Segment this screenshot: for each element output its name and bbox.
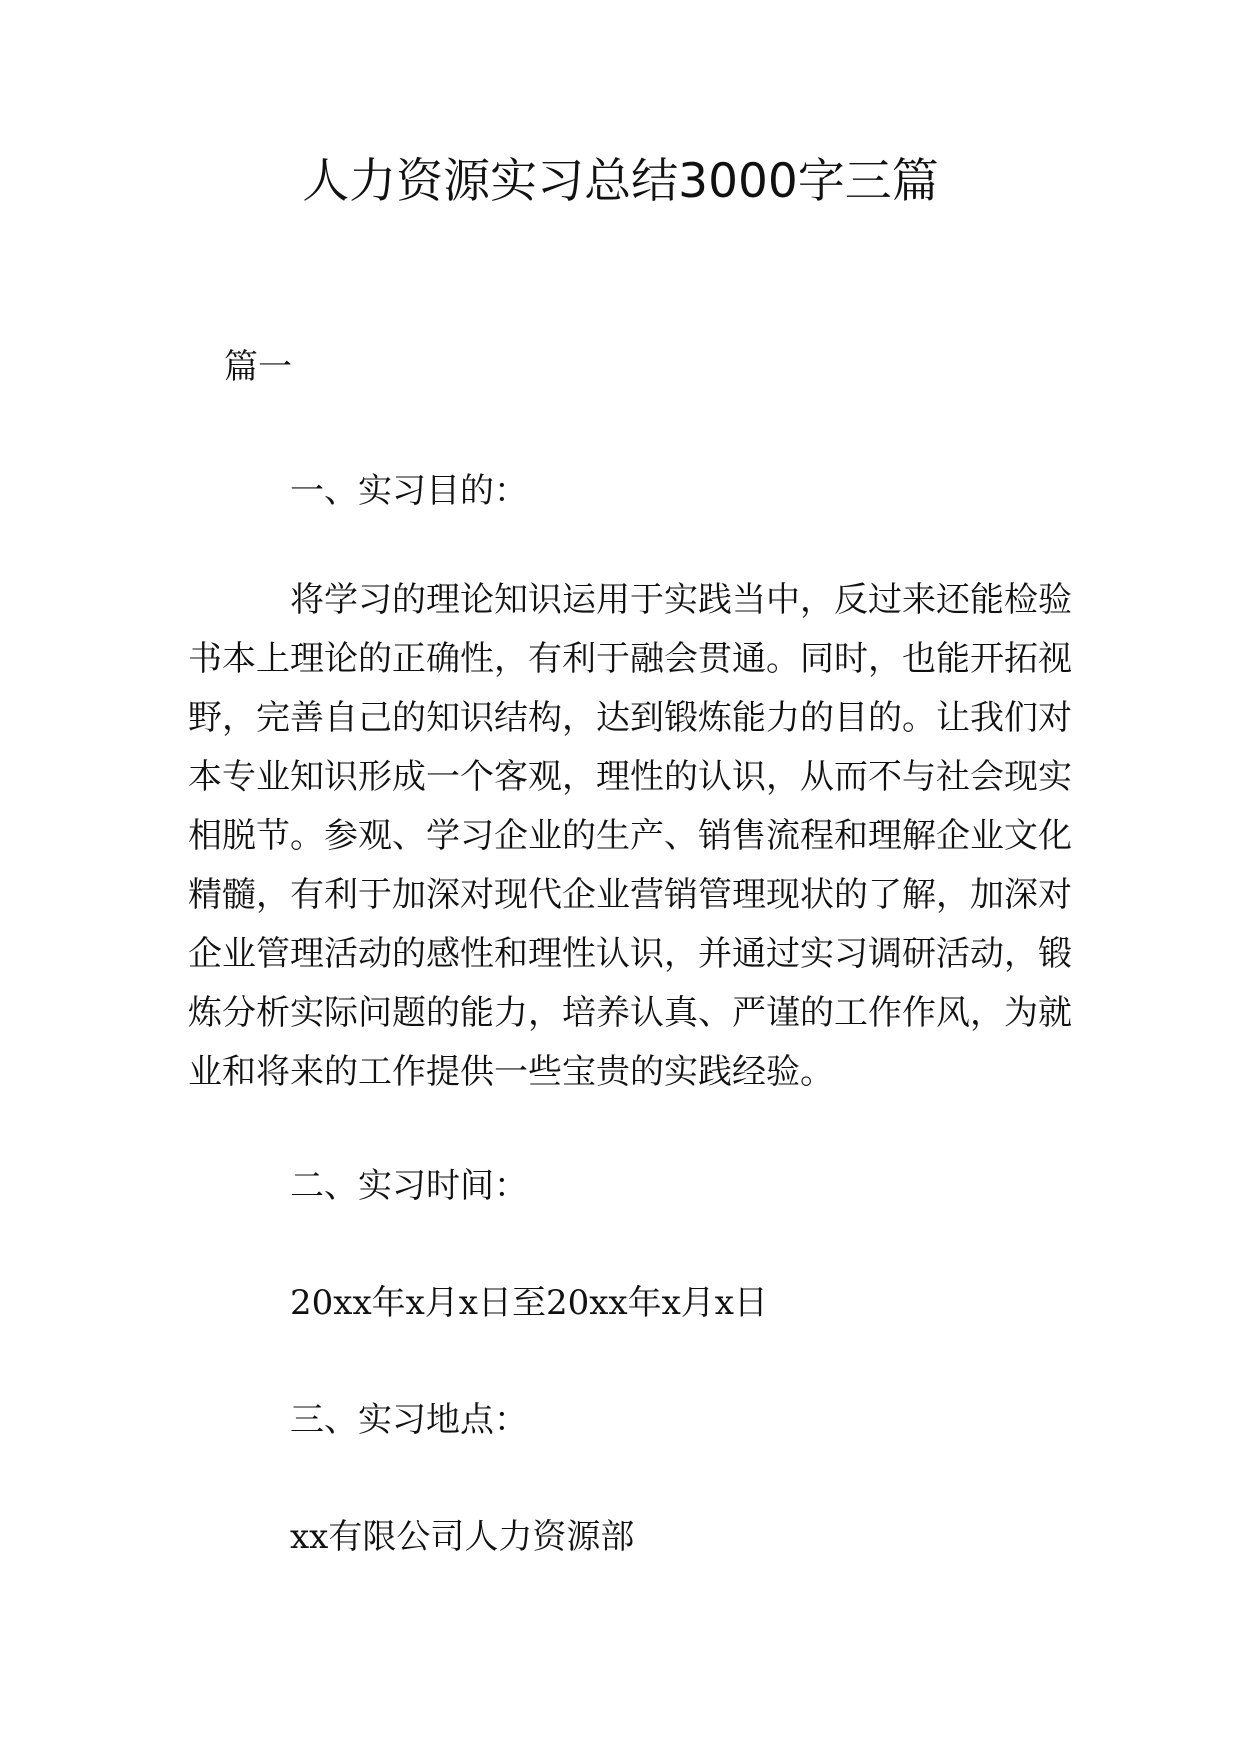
chapter-label: 篇一: [224, 347, 292, 387]
document-title: 人力资源实习总结3000字三篇: [302, 154, 939, 209]
paragraph-line: 炼分析实际问题的能力，培养认真、严谨的工作作风，为就: [188, 993, 1072, 1033]
paragraph-line: 业和将来的工作提供一些宝贵的实践经验。: [188, 1052, 834, 1092]
place-value: xx有限公司人力资源部: [290, 1517, 635, 1557]
paragraph-line: 书本上理论的正确性，有利于融会贯通。同时，也能开拓视: [188, 639, 1072, 679]
paragraph-line: 相脱节。参观、学习企业的生产、销售流程和理解企业文化: [188, 816, 1072, 856]
time-value: 20xx年x月x日至20xx年x月x日: [290, 1283, 768, 1323]
purpose-paragraph: [188, 578, 1072, 1109]
time-heading: 二、实习时间：: [290, 1166, 528, 1206]
paragraph-line: 野，完善自己的知识结构，达到锻炼能力的目的。让我们对: [188, 698, 1072, 738]
place-heading: 三、实习地点：: [290, 1400, 528, 1440]
paragraph-line: 企业管理活动的感性和理性认识，并通过实习调研活动，锻: [188, 934, 1072, 974]
paragraph-line: 将学习的理论知识运用于实践当中，反过来还能检验: [290, 580, 1072, 620]
paragraph-line: 本专业知识形成一个客观，理性的认识，从而不与社会现实: [188, 757, 1072, 797]
paragraph-line: 精髓，有利于加深对现代企业营销管理现状的了解，加深对: [188, 875, 1072, 915]
purpose-heading: 一、实习目的：: [290, 471, 528, 511]
